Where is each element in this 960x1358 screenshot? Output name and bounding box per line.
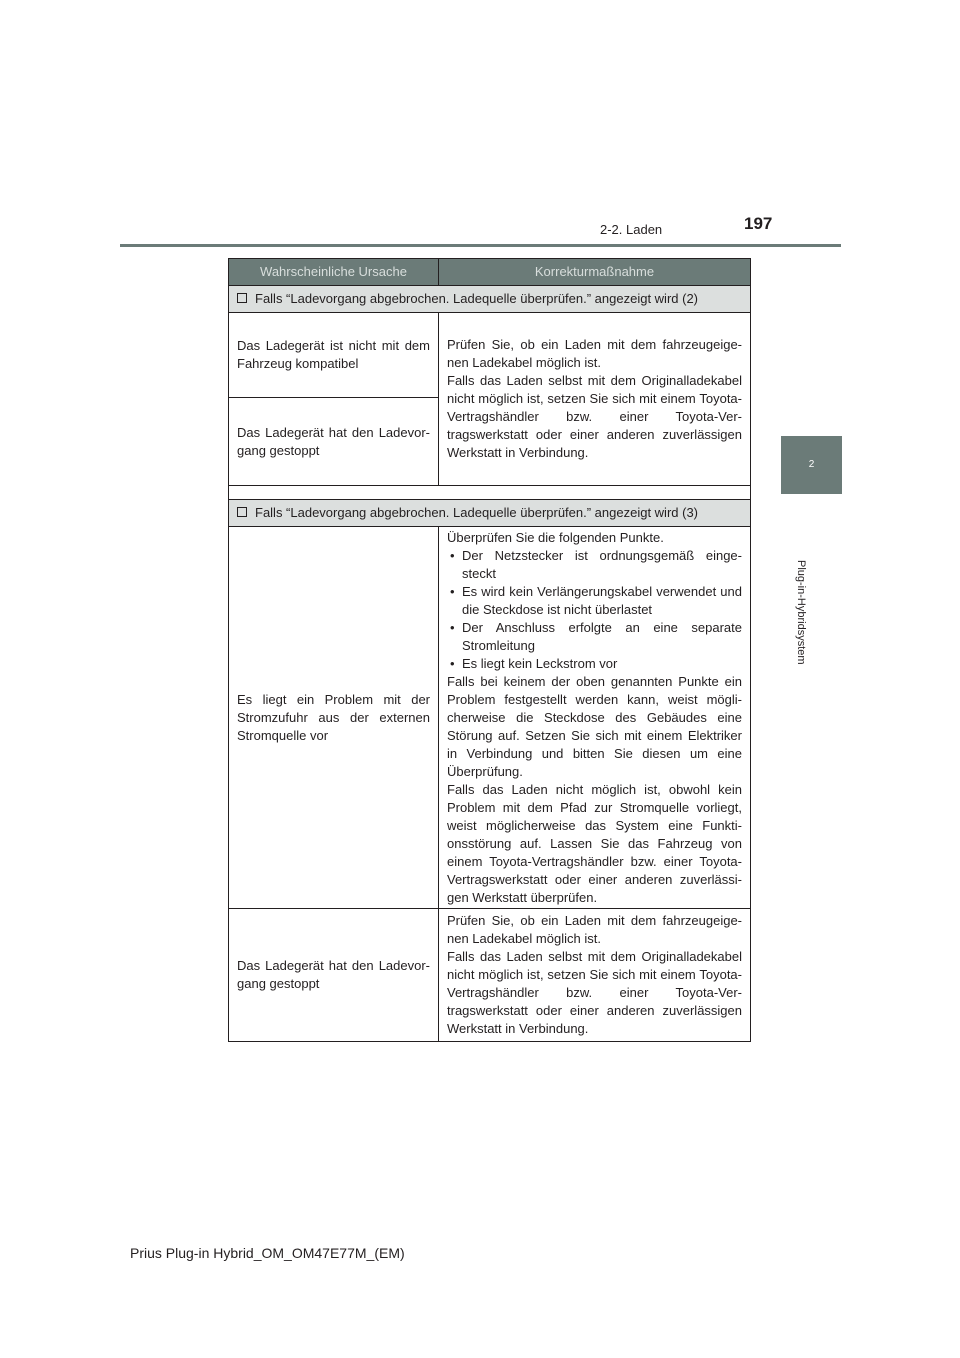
action-text: Falls bei keinem der oben genannten Punkte ein Problem festgestellt werden kann, weist mögli-cherweise die Steckdose des Gebäudes eine Störung auf. Setzen Sie sich mit einem Elektriker in Verbindung und bitten Sie diesen um eine Überprüfung. [447,673,742,779]
page-number: 197 [744,214,773,233]
action-cell [439,527,751,909]
checkbox-bullet-icon [237,293,247,303]
action-text: Prüfen Sie, ob ein Laden mit dem fahrzeugeige-nen Ladekabel möglich ist. [447,913,742,946]
list-item: • Der Netzstecker ist ordnungsgemäß einge-steckt [447,547,742,583]
list-item: • Es liegt kein Leckstrom vor [447,655,742,673]
spacer-row [229,486,751,500]
table-row [229,313,751,398]
document-footer: Prius Plug-in Hybrid_OM_OM47E77M_(EM) [130,1245,405,1261]
table-header-row [229,259,751,286]
checkbox-bullet-icon [237,507,247,517]
action-cell [439,909,751,1042]
section-row [229,500,751,527]
header-rule [120,244,841,247]
column-header-action: Korrekturmaßnahme [439,259,751,286]
action-text: Überprüfen Sie die folgenden Punkte. [447,529,664,545]
section-row [229,286,751,313]
action-text: Falls das Laden selbst mit dem Originalladekabel nicht möglich ist, setzen Sie sich mit einem Toyota-Vertragshändler bzw. einer Toyota-Ver-tragswerkstatt oder einer anderen zuverlässigen Werkstatt in Verbindung. [447,949,742,1036]
table-row [229,527,751,909]
chapter-tab: 2 [781,436,842,494]
section-title-2: Falls “Ladevorgang abgebrochen. Ladequelle überprüfen.” angezeigt wird (2) [255,291,699,306]
action-cell [439,313,751,486]
list-item: • Es wird kein Verlängerungskabel verwendet und die Steckdose ist nicht überlastet [447,583,742,619]
section-title-3: Falls “Ladevorgang abgebrochen. Ladequelle überprüfen.” angezeigt wird (3) [255,505,699,520]
troubleshooting-table [228,258,751,1042]
cause-cell: Das Ladegerät hat den Ladevor-gang gestoppt [229,398,439,486]
check-list [447,547,742,673]
list-item: • Der Anschluss erfolgte an eine separate Stromleitung [447,619,742,655]
chapter-tab-label: Plug-in-Hybridsystem [795,560,807,665]
cause-cell: Das Ladegerät hat den Ladevor-gang gestoppt [229,909,439,1042]
table-row [229,909,751,1042]
cause-cell: Das Ladegerät ist nicht mit dem Fahrzeug kompatibel [229,313,439,398]
action-text: Prüfen Sie, ob ein Laden mit dem fahrzeugeige-nen Ladekabel möglich ist. [447,337,742,370]
action-text: Falls das Laden selbst mit dem Originalladekabel nicht möglich ist, setzen Sie sich mit einem Toyota-Vertragshändler bzw. einer Toyota-Ver-tragswerkstatt oder einer anderen zuverlässigen Werkstatt in Verbindung. [447,373,742,460]
column-header-cause: Wahrscheinliche Ursache [229,259,439,286]
section-title: 2-2. Laden [600,222,663,237]
action-text: Falls das Laden nicht möglich ist, obwohl kein Problem mit dem Pfad zur Stromquelle vorliegt, weist möglicherweise das System eine Funkti-onsstörung auf. Lassen Sie das Fahrzeug von einem Toyota-Vertragshändler bzw. einer Toyota-Vertragswerkstatt oder einer anderen zuverlässi-gen Werkstatt überprüfen. [447,781,742,905]
cause-cell: Es liegt ein Problem mit der Stromzufuhr aus der externen Stromquelle vor [229,527,439,909]
